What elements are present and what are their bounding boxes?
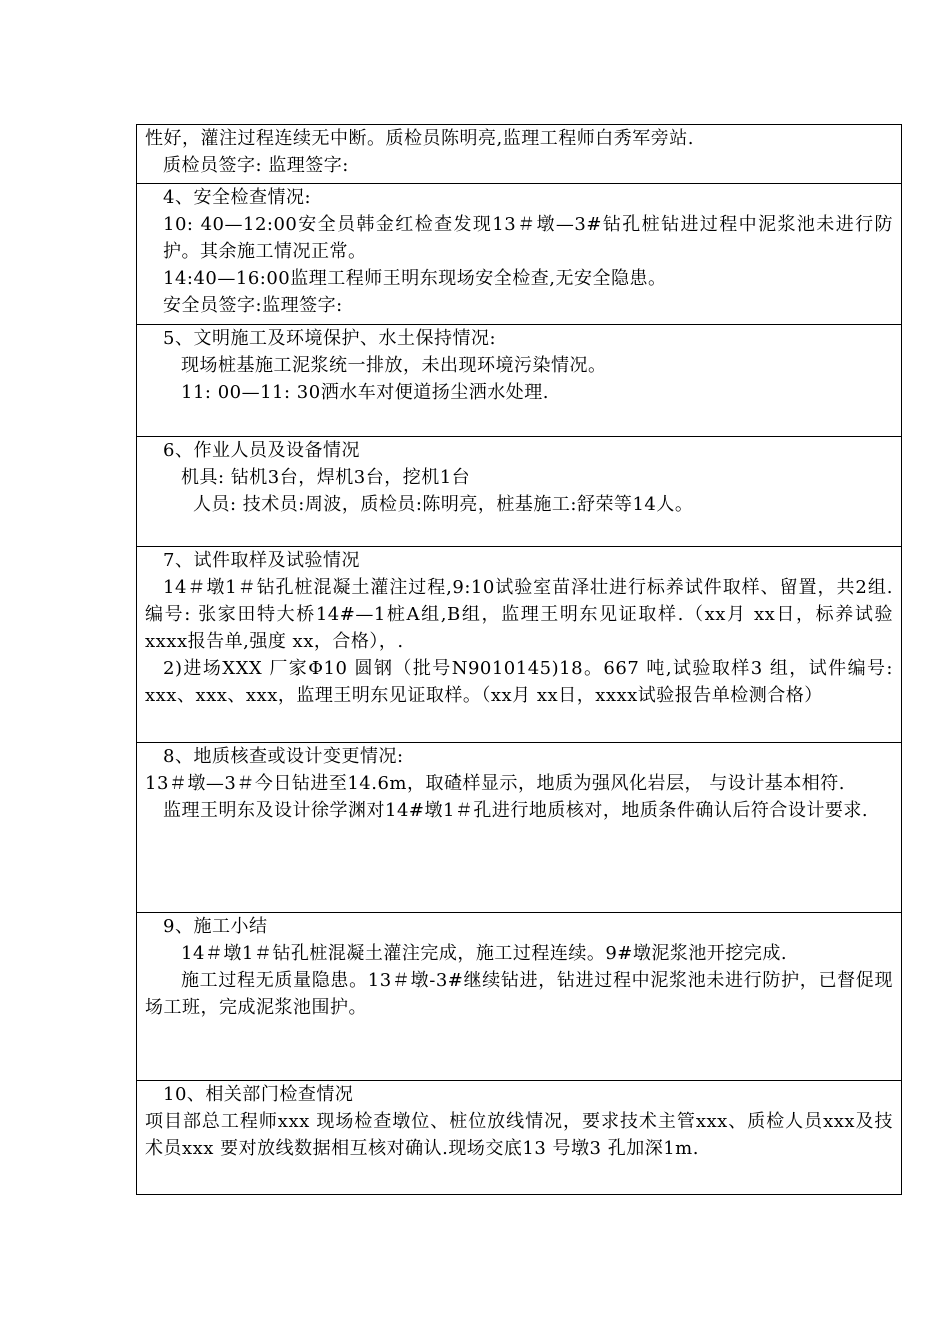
geology-paragraph-2: 监理王明东及设计徐学渊对14#墩1＃孔进行地质核对，地质条件确认后符合设计要求. bbox=[163, 800, 869, 821]
section-title: 6、作业人员及设备情况 bbox=[163, 440, 360, 461]
geology-paragraph-1: 13＃墩—3＃今日钻进至14.6m，取碴样显示，地质为强风化岩层， 与设计基本相符. bbox=[145, 773, 845, 794]
sampling-paragraph-1: 14＃墩1＃钻孔桩混凝土灌注过程,9:10试验室苗泽壮进行标养试件取样、留置，共2组.编号: 张家田特大桥14#—1桩A组,B组，监理王明东见证取样.（xx月 xx日，标养试验 xxxx报告单,强度 xx，合格），. bbox=[145, 577, 893, 652]
safety-paragraph-2: 14:40—16:00监理工程师王明东现场安全检查,无安全隐患。 bbox=[163, 268, 667, 289]
section-title: 8、地质核查或设计变更情况: bbox=[163, 746, 404, 767]
section-title: 4、安全检查情况: bbox=[163, 187, 312, 208]
safety-paragraph-1: 10: 40—12:00安全员韩金红检查发现13＃墩—3#钻孔桩钻进过程中泥浆池未进行防护。其余施工情况正常。 bbox=[163, 214, 893, 262]
equipment-line: 机具: 钻机3台，焊机3台，挖机1台 bbox=[181, 467, 471, 488]
section-sampling-testing bbox=[137, 546, 901, 742]
environment-line-1: 现场桩基施工泥浆统一排放，未出现环境污染情况。 bbox=[181, 355, 607, 376]
section-construction-summary bbox=[137, 912, 901, 1080]
signature-line-safety: 安全员签字:监理签字: bbox=[163, 295, 343, 316]
personnel-line: 人员: 技术员:周波，质检员:陈明亮，桩基施工:舒荣等14人。 bbox=[193, 494, 694, 515]
summary-paragraph-2: 施工过程无质量隐患。13＃墩-3#继续钻进，钻进过程中泥浆池未进行防护，已督促现场工班，完成泥浆池围护。 bbox=[145, 970, 893, 1018]
section-title: 7、试件取样及试验情况 bbox=[163, 550, 360, 571]
section-title: 10、相关部门检查情况 bbox=[163, 1084, 354, 1105]
sampling-paragraph-2: 2)进场XXX 厂家Φ10 圆钢（批号N9010145)18。667 吨,试验取样3 组，试件编号: xxx、xxx、xxx，监理王明东见证取样。（xx月 xx日，xxxx试验报告单检测合格） bbox=[145, 658, 893, 706]
section-geology-design-change bbox=[137, 742, 901, 912]
inspection-paragraph: 项目部总工程师xxx 现场检查墩位、桩位放线情况，要求技术主管xxx、质检人员xxx及技术员xxx 要对放线数据相互核对确认.现场交底13 号墩3 孔加深1m. bbox=[145, 1111, 893, 1159]
pouring-quality-text: 性好，灌注过程连续无中断。质检员陈明亮,监理工程师白秀军旁站. bbox=[145, 128, 694, 149]
section-pouring-quality bbox=[137, 125, 901, 183]
summary-paragraph-1: 14＃墩1＃钻孔桩混凝土灌注完成，施工过程连续。9#墩泥浆池开挖完成. bbox=[181, 943, 788, 964]
section-safety-inspection bbox=[137, 183, 901, 324]
environment-line-2: 11: 00—11: 30洒水车对便道扬尘洒水处理. bbox=[181, 382, 549, 403]
section-title: 5、文明施工及环境保护、水土保持情况: bbox=[163, 328, 497, 349]
section-civilized-construction bbox=[137, 324, 901, 436]
section-department-inspection bbox=[137, 1080, 901, 1194]
section-personnel-equipment bbox=[137, 436, 901, 546]
construction-log-table bbox=[136, 124, 902, 1195]
section-title: 9、施工小结 bbox=[163, 916, 268, 937]
signature-line-quality: 质检员签字: 监理签字: bbox=[163, 155, 349, 176]
